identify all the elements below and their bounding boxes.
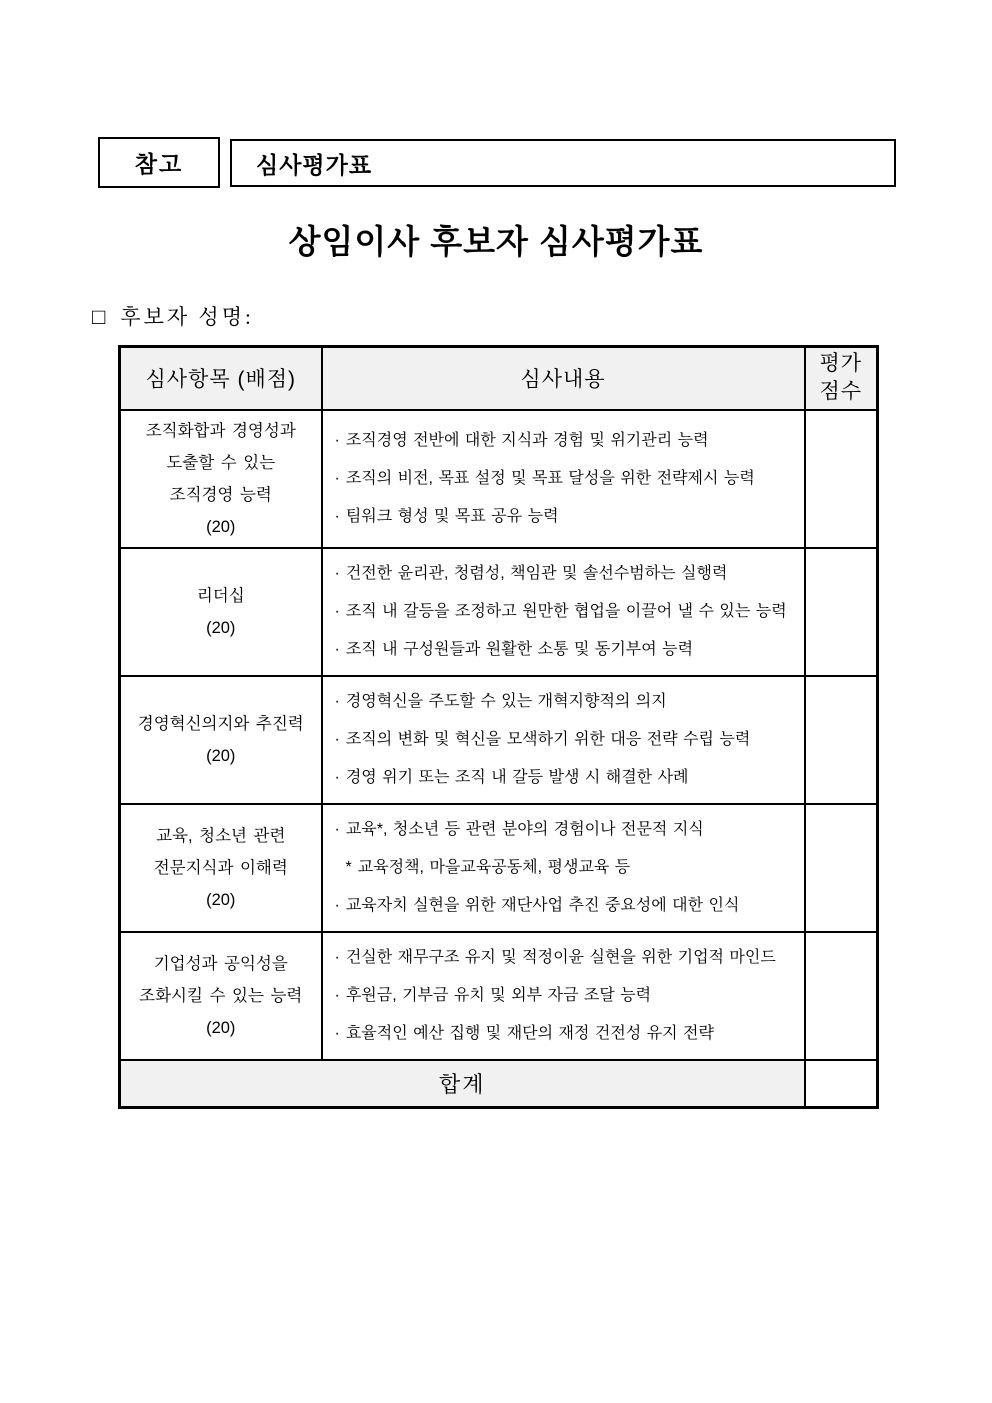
score-cell	[805, 804, 878, 932]
reference-title: 심사평가표	[256, 151, 373, 178]
bullet-line: · 조직 내 갈등을 조정하고 원만한 협업을 이끌어 낼 수 있는 능력	[334, 602, 787, 620]
total-label: 합계	[120, 1060, 805, 1108]
bullet-line: · 조직 내 구성원들과 원활한 소통 및 동기부여 능력	[334, 640, 694, 658]
table-body	[120, 410, 878, 1060]
score-cell	[805, 676, 878, 804]
header-score-line2: 점수	[819, 380, 863, 404]
bullet-line: · 건전한 윤리관, 청렴성, 책임관 및 솔선수범하는 실행력	[334, 564, 728, 582]
bullet-marker: ·	[334, 507, 340, 525]
bullet-marker: ·	[334, 692, 340, 710]
item-line: (20)	[206, 618, 236, 637]
table-row	[120, 676, 878, 804]
item-cell	[120, 410, 322, 548]
bullet-marker: ·	[334, 1024, 340, 1042]
bullet-line: · 조직의 변화 및 혁신을 모색하기 위한 대응 전략 수립 능력	[334, 730, 751, 748]
bullet-marker: ·	[334, 768, 340, 786]
content-cell	[322, 804, 805, 932]
table-row	[120, 410, 878, 548]
bullet-line: · 후원금, 기부금 유치 및 외부 자금 조달 능력	[334, 986, 652, 1004]
bullet-line: · 조직경영 전반에 대한 지식과 경험 및 위기관리 능력	[334, 431, 709, 449]
item-line: (20)	[206, 1018, 236, 1037]
bullet-line: · 효율적인 예산 집행 및 재단의 재정 건전성 유지 전략	[334, 1024, 714, 1042]
item-line: 리더십	[196, 586, 245, 605]
bullet-marker: ·	[334, 640, 340, 658]
bullet-line: · 경영혁신을 주도할 수 있는 개혁지향적의 의지	[334, 692, 667, 710]
item-line: (20)	[206, 746, 236, 765]
item-cell	[120, 676, 322, 804]
score-cell	[805, 932, 878, 1060]
content-cell	[322, 548, 805, 676]
bullet-line: · 건실한 재무구조 유지 및 적정이윤 실현을 위한 기업적 마인드	[334, 948, 776, 966]
document-title: 상임이사 후보자 심사평가표	[288, 223, 704, 260]
candidate-name-label: 후보자 성명:	[120, 305, 254, 329]
bullet-marker: ·	[334, 948, 340, 966]
item-line: 전문지식과 이해력	[153, 858, 288, 877]
header-item-column: 심사항목 (배점)	[120, 347, 322, 410]
evaluation-table	[118, 345, 879, 1109]
bullet-line: · 교육*, 청소년 등 관련 분야의 경험이나 전문적 지식	[334, 820, 704, 838]
content-cell	[322, 676, 805, 804]
header-content-column: 심사내용	[322, 347, 805, 410]
item-cell	[120, 932, 322, 1060]
item-line: (20)	[206, 890, 236, 909]
bullet-marker: ·	[334, 986, 340, 1004]
total-score-cell	[805, 1060, 878, 1108]
table-row	[120, 932, 878, 1060]
bullet-marker: *	[345, 858, 352, 876]
bullet-marker: ·	[334, 730, 340, 748]
header-score-column	[805, 347, 878, 410]
reference-label-box	[98, 137, 220, 188]
bullet-marker: ·	[334, 469, 340, 487]
table-row	[120, 804, 878, 932]
bullet-line: * 교육정책, 마을교육공동체, 평생교육 등	[345, 858, 631, 876]
item-cell	[120, 804, 322, 932]
bullet-line: · 교육자치 실현을 위한 재단사업 추진 중요성에 대한 인식	[334, 896, 740, 914]
bullet-line: · 팀워크 형성 및 목표 공유 능력	[334, 507, 559, 525]
bullet-marker: ·	[334, 602, 340, 620]
item-line: 조직화합과 경영성과	[145, 421, 296, 440]
table-row	[120, 548, 878, 676]
bullet-marker: ·	[334, 431, 340, 449]
checkbox-icon: □	[92, 304, 109, 329]
candidate-name-line	[92, 302, 254, 332]
bullet-line: · 경영 위기 또는 조직 내 갈등 발생 시 해결한 사례	[334, 768, 689, 786]
reference-title-box	[230, 139, 896, 187]
bullet-marker: ·	[334, 896, 340, 914]
bullet-marker: ·	[334, 820, 340, 838]
item-line: (20)	[206, 517, 236, 536]
item-line: 기업성과 공익성을	[153, 954, 288, 973]
table-header-row	[120, 347, 878, 410]
item-line: 도출할 수 있는	[166, 453, 276, 472]
header-score-line1: 평가	[819, 352, 863, 376]
bullet-marker: ·	[334, 564, 340, 582]
content-cell	[322, 410, 805, 548]
item-line: 경영혁신의지와 추진력	[137, 714, 304, 733]
item-line: 교육, 청소년 관련	[156, 826, 286, 845]
score-cell	[805, 548, 878, 676]
item-line: 조화시킬 수 있는 능력	[139, 986, 303, 1005]
item-line: 조직경영 능력	[169, 485, 272, 504]
reference-label: 참고	[134, 151, 184, 177]
item-cell	[120, 548, 322, 676]
total-row	[120, 1060, 878, 1108]
bullet-line: · 조직의 비전, 목표 설정 및 목표 달성을 위한 전략제시 능력	[334, 469, 755, 487]
score-cell	[805, 410, 878, 548]
content-cell	[322, 932, 805, 1060]
